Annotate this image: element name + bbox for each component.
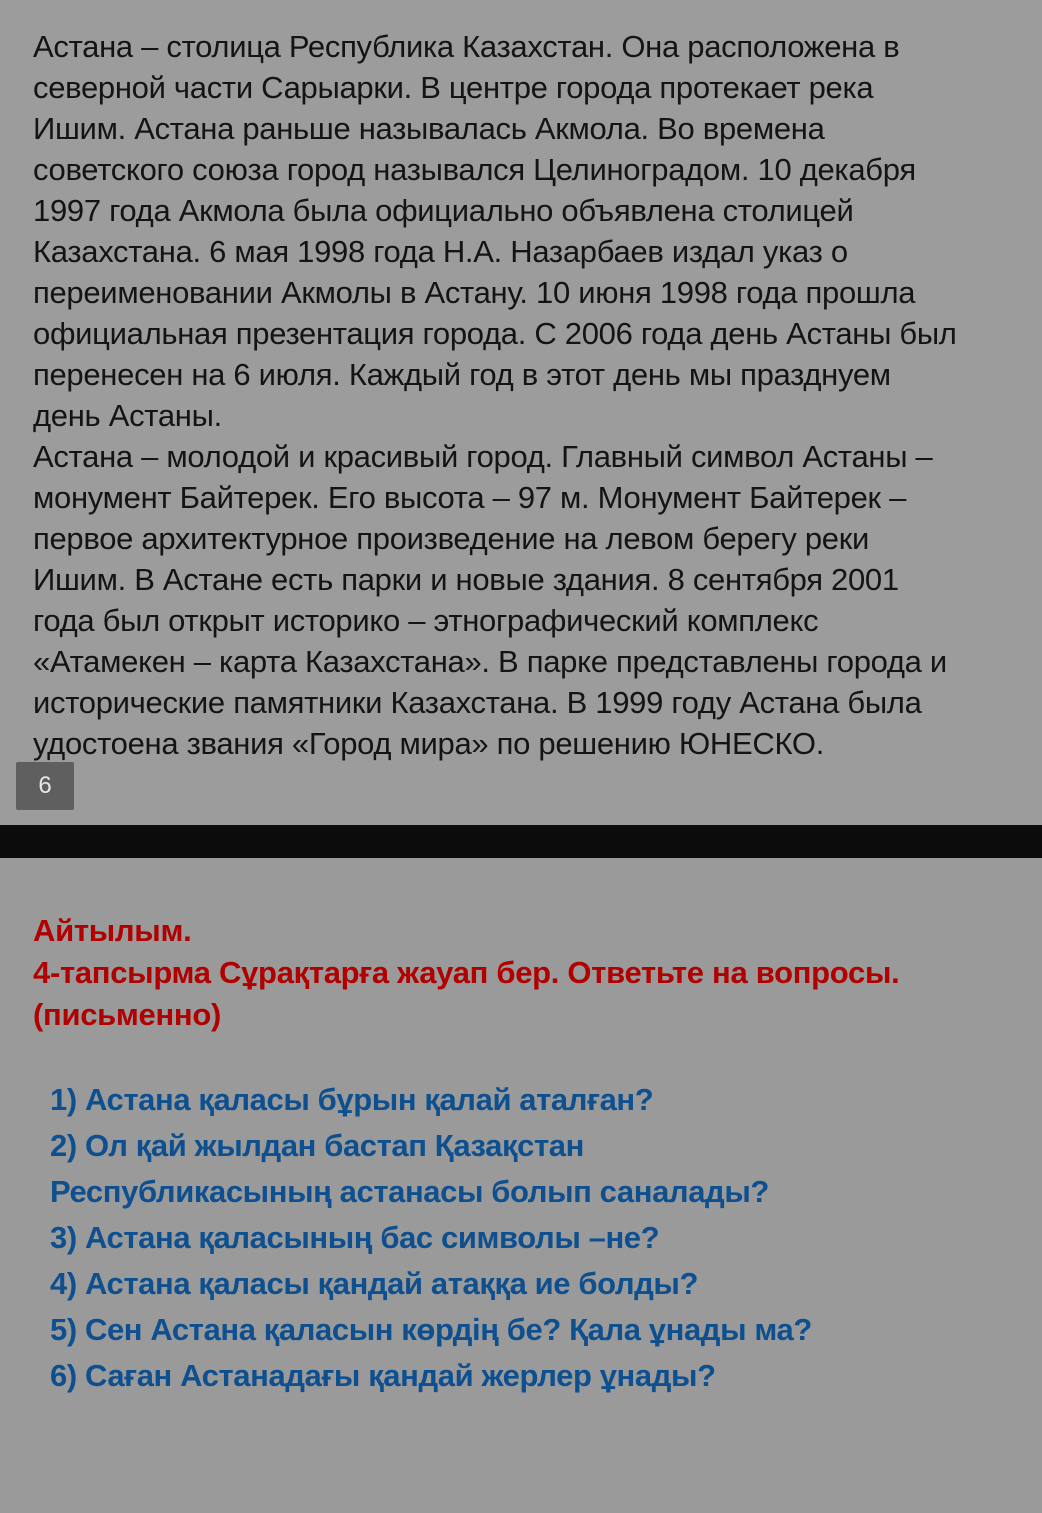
reading-line: Казахстана. 6 мая 1998 года Н.А. Назарбаев издал указ о: [33, 234, 848, 269]
reading-line: 1997 года Акмола была официально объявлена столицей: [33, 193, 854, 228]
reading-line: Астана – столица Республика Казахстан. Она расположена в: [33, 29, 900, 64]
task-note: (письменно): [33, 997, 221, 1032]
task-header: [33, 910, 1033, 1036]
question-list: [50, 1077, 1030, 1399]
reading-line: Ишим. Астана раньше называлась Акмола. Во времена: [33, 111, 825, 146]
reading-line: переименовании Акмолы в Астану. 10 июня 1998 года прошла: [33, 275, 916, 310]
reading-line: день Астаны.: [33, 398, 222, 433]
reading-line: Ишим. В Астане есть парки и новые здания. 8 сентября 2001: [33, 562, 899, 597]
question-item: 3) Астана қаласының бас символы –не?: [50, 1220, 660, 1255]
task-instruction: 4-тапсырма Сұрақтарға жауап бер. Ответьте на вопросы.: [33, 955, 900, 990]
question-item: Республикасының астанасы болып саналады?: [50, 1174, 769, 1209]
question-item: 2) Ол қай жылдан бастап Қазақстан: [50, 1128, 584, 1163]
question-item: 6) Саған Астанадағы қандай жерлер ұнады?: [50, 1358, 716, 1393]
reading-line: «Атамекен – карта Казахстана». В парке представлены города и: [33, 644, 947, 679]
reading-line: Астана – молодой и красивый город. Главный символ Астаны –: [33, 439, 933, 474]
reading-line: года был открыт историко – этнографический комплекс: [33, 603, 819, 638]
reading-line: советского союза город назывался Целиноградом. 10 декабря: [33, 152, 916, 187]
page-divider: [0, 825, 1042, 858]
reading-text: [33, 26, 1038, 764]
reading-line: исторические памятники Казахстана. В 1999 году Астана была: [33, 685, 922, 720]
reading-line: первое архитектурное произведение на левом берегу реки: [33, 521, 869, 556]
reading-line: удостоена звания «Город мира» по решению ЮНЕСКО.: [33, 726, 825, 761]
question-item: 4) Астана қаласы қандай атаққа ие болды?: [50, 1266, 699, 1301]
question-item: 5) Сен Астана қаласын көрдің бе? Қала ұнады ма?: [50, 1312, 812, 1347]
page-number-badge: 6: [16, 762, 74, 810]
reading-line: монумент Байтерек. Его высота – 97 м. Монумент Байтерек –: [33, 480, 907, 515]
reading-line: перенесен на 6 июля. Каждый год в этот день мы празднуем: [33, 357, 891, 392]
reading-line: официальная презентация города. С 2006 года день Астаны был: [33, 316, 957, 351]
task-title: Айтылым.: [33, 913, 192, 948]
question-item: 1) Астана қаласы бұрын қалай аталған?: [50, 1082, 654, 1117]
reading-line: северной части Сарыарки. В центре города протекает река: [33, 70, 874, 105]
